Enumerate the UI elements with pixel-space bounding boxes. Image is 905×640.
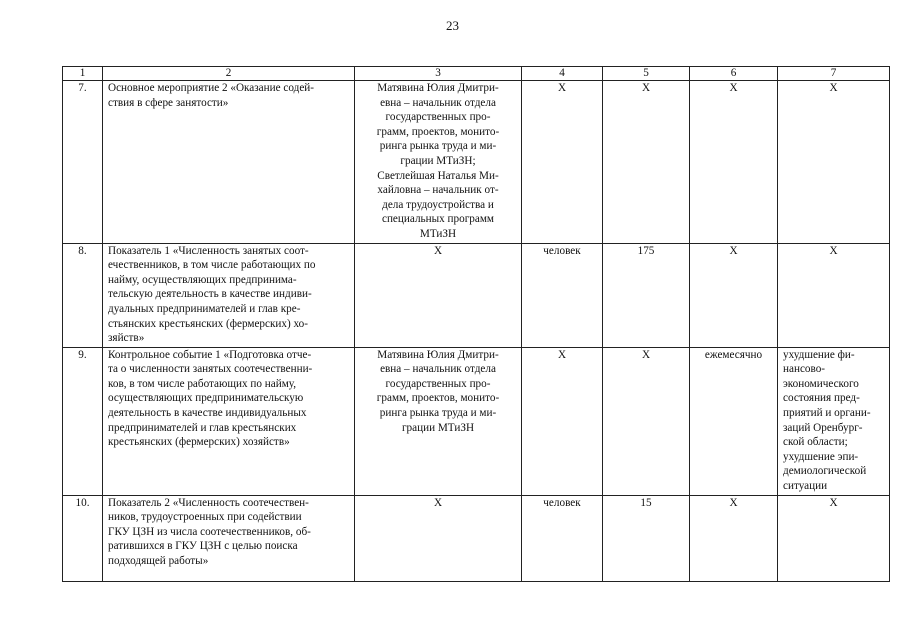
row-unit: Х [522, 81, 603, 244]
row-risk: Х [778, 243, 890, 347]
header-cell-4: 4 [522, 67, 603, 81]
row-period: Х [690, 495, 778, 581]
row-value: Х [603, 347, 690, 495]
row-unit: Х [522, 347, 603, 495]
header-cell-1: 1 [63, 67, 103, 81]
row-number: 8. [63, 243, 103, 347]
row-number: 9. [63, 347, 103, 495]
header-cell-3: 3 [355, 67, 522, 81]
header-cell-2: 2 [103, 67, 355, 81]
row-number: 10. [63, 495, 103, 581]
row-responsible: Х [355, 243, 522, 347]
row-value: 15 [603, 495, 690, 581]
row-unit: человек [522, 495, 603, 581]
row-name: Показатель 2 «Численность соотечествен- ников, трудоустроенных при содействии ГКУ ЦЗН из числа соотечественников, об- ратившихся в ГКУ ЦЗН с целью поиска подходящей работы» [103, 495, 355, 581]
header-cell-5: 5 [603, 67, 690, 81]
row-value: 175 [603, 243, 690, 347]
row-risk: Х [778, 81, 890, 244]
row-responsible: Х [355, 495, 522, 581]
table-row [63, 243, 890, 347]
table-row [63, 495, 890, 581]
measures-table [62, 66, 890, 582]
row-name: Основное мероприятие 2 «Оказание содей- ствия в сфере занятости» [103, 81, 355, 244]
row-number: 7. [63, 81, 103, 244]
row-name: Контрольное событие 1 «Подготовка отче- та о численности занятых соотечественни- ков, в том числе работающих по найму, осуществляющих предпринимательскую деятельность в качестве индивидуальных предпринимателей и глав крестьянских крестьянских (фермерских) хозяйств» [103, 347, 355, 495]
row-risk: Х [778, 495, 890, 581]
row-responsible: Матявина Юлия Дмитри- евна – начальник отдела государственных про- грамм, проектов, монито- ринга рынка труда и ми- грации МТиЗН; Светлейшая Наталья Ми- хайловна – начальник от- дела трудоустройства и специальных программ МТиЗН [355, 81, 522, 244]
row-name: Показатель 1 «Численность занятых соот- ечественников, в том числе работающих по найму, осуществляющих предпринима- тельскую деятельность в качестве индиви- дуальных предпринимателей и глав кре- стьянских крестьянских (фермерских) хо- зяйств» [103, 243, 355, 347]
row-period: Х [690, 81, 778, 244]
header-cell-7: 7 [778, 67, 890, 81]
row-period: Х [690, 243, 778, 347]
row-value: Х [603, 81, 690, 244]
row-risk: ухудшение фи- нансово- экономического состояния пред- приятий и органи- заций Оренбург- ской области; ухудшение эпи- демиологической ситуации [778, 347, 890, 495]
row-responsible: Матявина Юлия Дмитри- евна – начальник отдела государственных про- грамм, проектов, монито- ринга рынка труда и ми- грации МТиЗН [355, 347, 522, 495]
page-number: 23 [446, 18, 459, 33]
table-row [63, 347, 890, 495]
row-period: ежемесячно [690, 347, 778, 495]
table-row [63, 81, 890, 244]
header-cell-6: 6 [690, 67, 778, 81]
table-header-row [63, 67, 890, 81]
row-unit: человек [522, 243, 603, 347]
